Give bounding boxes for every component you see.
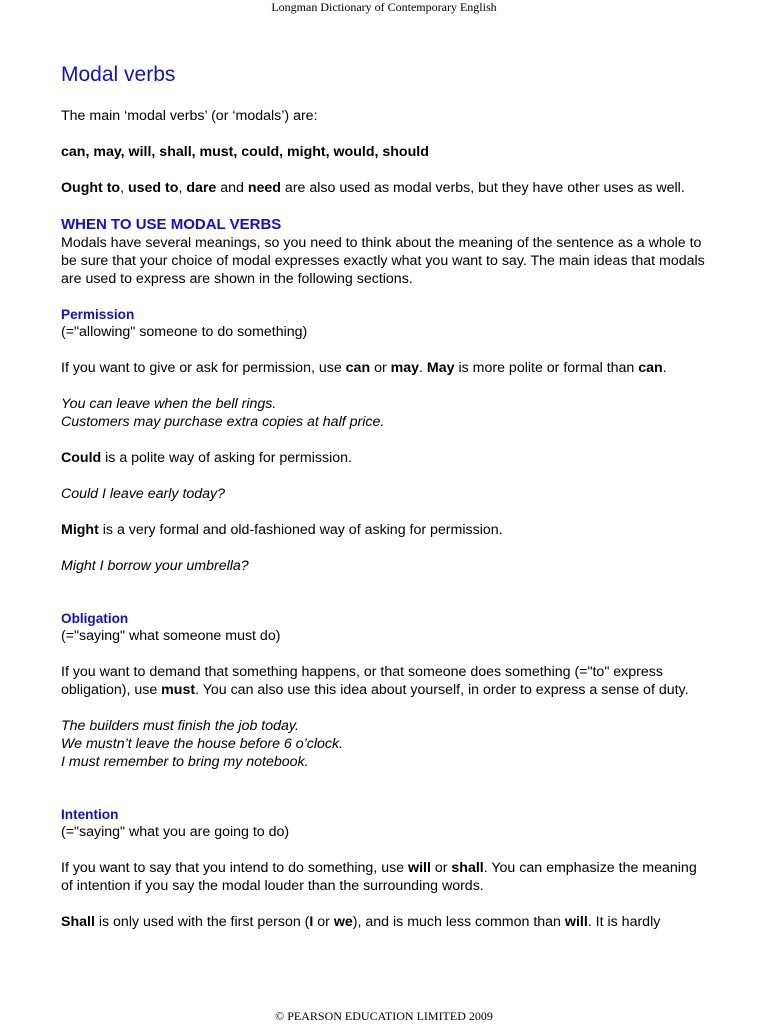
intention-rule: If you want to say that you intend to do something, use will or shall. You can emphasize the meaning of intention if you say the modal louder than the surrounding words. [61,860,697,894]
example-sentence: Could I leave early today? [61,486,226,502]
section-heading-obligation: Obligation [61,611,129,626]
shall-note: Shall is only used with the first person (I or we), and is much less common than will. It is hardly [61,914,661,930]
document-body [61,62,711,949]
example-sentence: I must remember to bring my notebook. [61,754,309,770]
could-note: Could is a polite way of asking for permission. [61,450,352,466]
term-dare: dare [186,180,217,196]
example-sentence: We mustn’t leave the house before 6 o’clock. [61,736,344,752]
example-sentence: The builders must finish the job today. [61,718,299,734]
permission-gloss: (="allowing" someone to do something) [61,324,308,340]
example-sentence: Might I borrow your umbrella? [61,558,249,574]
term-need: need [247,180,281,196]
permission-rule: If you want to give or ask for permission, use can or may. May is more polite or formal than can. [61,360,667,376]
obligation-gloss: (="saying" what someone must do) [61,628,281,644]
might-note: Might is a very formal and old-fashioned way of asking for permission. [61,522,503,538]
page-footer: © PEARSON EDUCATION LIMITED 2009 [275,1009,493,1023]
spacer [61,593,711,610]
intro-line: The main ‘modal verbs’ (or ‘modals’) are: [61,108,318,124]
section-heading-permission: Permission [61,307,135,322]
modals-list-text: can, may, will, shall, must, could, might, would, should [61,144,429,160]
modals-list [61,143,711,161]
section-heading-intention: Intention [61,807,119,822]
spacer [61,789,711,806]
obligation-rule: If you want to demand that something happens, or that someone does something (="to" express obligation), use must. You can also use this idea about yourself, in order to express a sense of duty. [61,664,689,698]
other-modals-paragraph: Ought to, used to, dare and need are also used as modal verbs, but they have other uses as well. [61,180,685,196]
intention-gloss: (="saying" what you are going to do) [61,824,290,840]
section-heading-when: WHEN TO USE MODAL VERBS [61,216,282,233]
page-header: Longman Dictionary of Contemporary English [271,0,497,14]
term-ought-to: Ought to [61,180,121,196]
term-used-to: used to [127,180,179,196]
example-sentence: You can leave when the bell rings. [61,396,277,412]
page-title: Modal verbs [61,63,176,86]
example-sentence: Customers may purchase extra copies at half price. [61,414,385,430]
when-paragraph: Modals have several meanings, so you need to think about the meaning of the sentence as a whole to be sure that your choice of modal expresses exactly what you want to say. The main ideas that modals are used to express are shown in the following sections. [61,235,705,287]
